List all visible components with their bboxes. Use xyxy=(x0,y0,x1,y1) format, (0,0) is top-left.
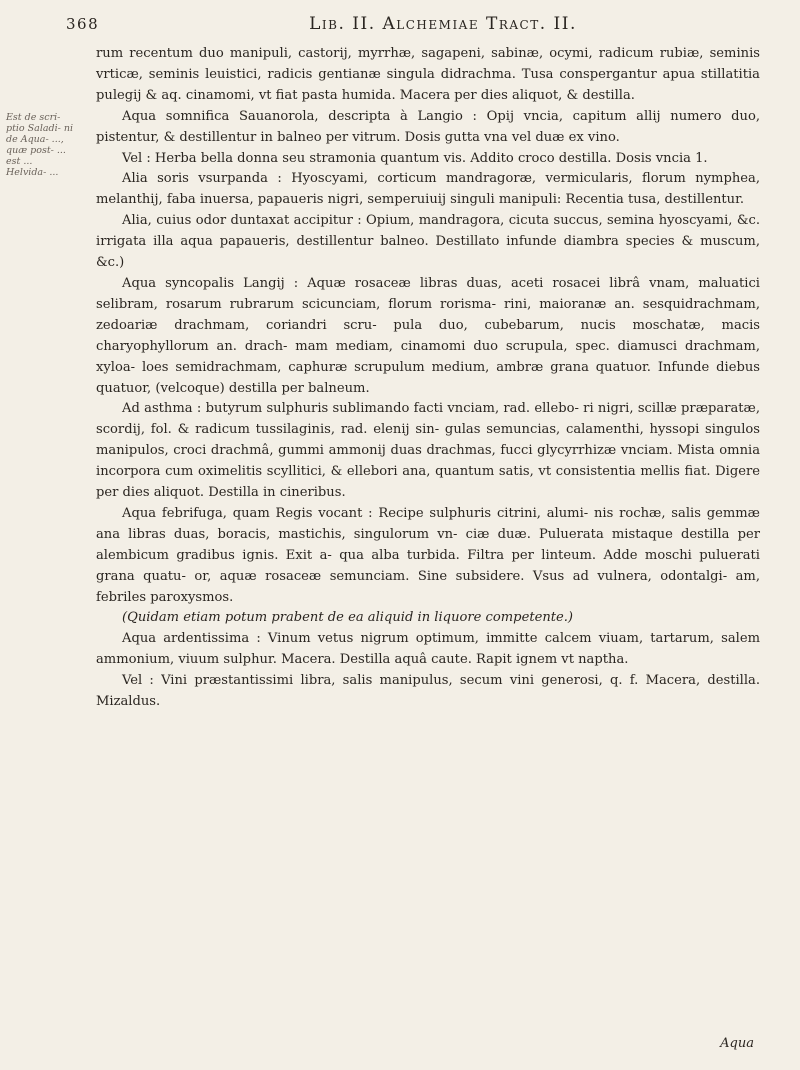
paragraph-8: Aqua febrifuga, quam Regis vocant : Recipe sulphuris citrini, alumi- nis rochæ, salis gemmæ ana libras duas, boracis, mastichis, singulorum vn- ciæ duæ. Puluerata mistaque destilla per alembicum gradibus ignis. Exit a- qua alba turbida. Filtra per linteum. Adde moschi puluerati grana quatu- or, aquæ rosaceæ semunciam. Sine subsidere. Vsus ad vulnera, odontalgi- am, febriles paroxysmos. xyxy=(96,505,760,605)
running-title: Lib. II. Alchemiae Tract. II. xyxy=(309,14,577,34)
paragraph-5: Alia, cuius odor duntaxat accipitur : Opium, mandragora, cicuta succus, semina hyoscyami, &c. irrigata illa aqua papaueris, destillentur balneo. Destillato infunde diambra species & muscum, &c.) xyxy=(96,213,760,271)
paragraph-6: Aqua syncopalis Langij : Aquæ rosaceæ libras duas, aceti rosacei librâ vnam, maluatici selibram, rosarum rubrarum scicunciam, florum rorisma- rini, maioranæ an. sesquidrachmam, zedoariæ drachmam, coriandri scru- pula duo, cubebarum, nucis moschatæ, macis charyophyllorum an. drach- mam mediam, cinamomi duo scrupula, spec. diamusci drachmam, xyloa- loes semidrachmam, caphuræ scrupulum medium, ambræ grana quatuor. Infunde diebus quatuor, (velcoque) destilla per balneum. xyxy=(96,275,760,396)
running-header xyxy=(66,14,760,42)
paragraph-7: Ad asthma : butyrum sulphuris sublimando facti vnciam, rad. ellebo- ri nigri, scillæ præparatæ, scordij, fol. & radicum tussilaginis, rad. elenij sin- gulas semuncias, calamenthi, hyssopi singulos manipulos, croci drachmâ, gummi ammonij duas drachmas, fucci glycyrrhizæ vnciam. Mista omnia incorpora cum oximelitis scyllitici, & ellebori ana, quantum satis, vt consistentia mellis fiat. Digere per dies aliquot. Destilla in cineribus. xyxy=(96,401,760,501)
catchword: Aqua xyxy=(720,1036,754,1051)
page-number: 368 xyxy=(66,15,100,33)
paragraph-2: Aqua somnifica Sauanorola, descripta à Langio : Opij vncia, capitum allij numero duo, pistentur, & destillentur in balneo per vitrum. Dosis gutta vna vel duæ ex vino. xyxy=(96,108,760,145)
page-body xyxy=(96,44,760,713)
paragraph-1: rum recentum duo manipuli, castorij, myrrhæ, sagapeni, sabinæ, ocymi, radicum rubiæ, seminis vrticæ, seminis leuistici, radicis gentianæ singula didrachma. Tusa conspergantur apua stillatitia pulegij & aq. cinamomi, vt fiat pasta humida. Macera per dies aliquot, & destilla. xyxy=(96,46,760,103)
paragraph-10: Aqua ardentissima : Vinum vetus nigrum optimum, immitte calcem viuam, tartarum, salem ammonium, viuum sulphur. Macera. Destilla aquâ caute. Rapit ignem vt naptha. xyxy=(96,631,760,668)
paragraph-4: Alia soris vsurpanda : Hyoscyami, corticum mandragoræ, vermicularis, florum nymphea, melanthij, faba inuersa, papaueris nigri, semperuiuij singuli manipuli: Recentia tusa, destillentur. xyxy=(96,171,760,208)
paragraph-9: (Quidam etiam potum prabent de ea aliquid in liquore competente.) xyxy=(122,610,574,626)
margin-note: Est de scri- ptio Saladi- ni de Aqua- ..., quæ post- ... est ... Helvida- ... xyxy=(6,112,74,178)
paragraph-11: Vel : Vini præstantissimi libra, salis manipulus, secum vini generosi, q. f. Macera, destilla. Mizaldus. xyxy=(96,673,760,710)
paragraph-3: Vel : Herba bella donna seu stramonia quantum vis. Addito croco destilla. Dosis vncia 1. xyxy=(122,150,708,166)
